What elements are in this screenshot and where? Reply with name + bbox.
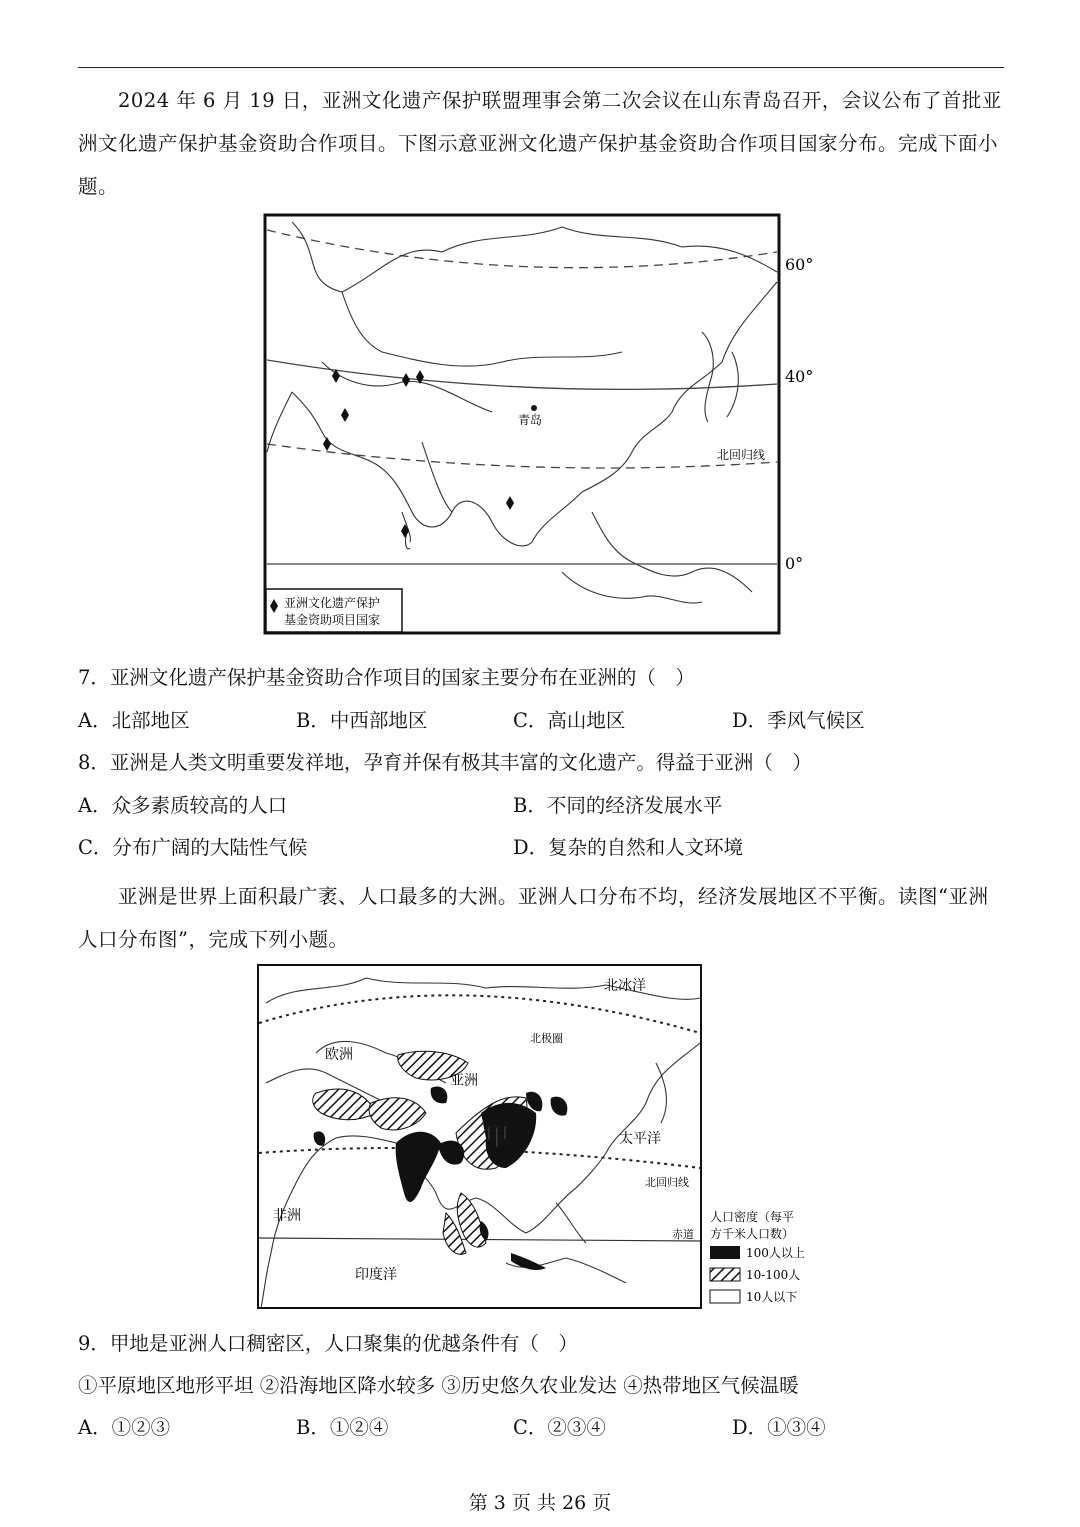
jia-label: 甲 bbox=[485, 1122, 509, 1151]
tropic-label-2: 北回归线 bbox=[645, 1176, 689, 1189]
legend-text-1: 亚洲文化遗产保护 bbox=[284, 596, 381, 610]
asia-heritage-map bbox=[262, 212, 842, 637]
question-9-stem: 9．甲地是亚洲人口稠密区，人口聚集的优越条件有（ ） bbox=[78, 1332, 578, 1355]
legend-swatch-high bbox=[710, 1246, 740, 1259]
q8-option-b[interactable]: B．不同的经济发展水平 bbox=[513, 794, 723, 817]
qingdao-label: 青岛 bbox=[518, 413, 543, 427]
q9-option-b[interactable]: B．①②④ bbox=[296, 1416, 389, 1439]
legend-text-2: 基金资助项目国家 bbox=[284, 613, 381, 627]
q8-option-d[interactable]: D．复杂的自然和人文环境 bbox=[513, 836, 744, 859]
legend2-title-1: 人口密度（每平 bbox=[710, 1210, 795, 1224]
question-9-choices: ①平原地区地形平坦 ②沿海地区降水较多 ③历史悠久农业发达 ④热带地区气候温暖 bbox=[78, 1374, 799, 1397]
page-footer: 第 3 页 共 26 页 bbox=[468, 1492, 612, 1514]
asia-population-map bbox=[256, 963, 826, 1313]
arctic-ocean-label: 北冰洋 bbox=[604, 978, 646, 994]
intro-text-2: 亚洲是世界上面积最广袤、人口最多的大洲。亚洲人口分布不均，经济发展地区不平衡。读图“亚洲人口分布图”，完成下列小题。 bbox=[78, 885, 989, 951]
legend-label-medium: 10-100人 bbox=[746, 1268, 801, 1282]
tropic-label: 北回归线 bbox=[717, 448, 766, 462]
q9-option-a[interactable]: A．①②③ bbox=[78, 1416, 171, 1439]
lat-60-label: 60° bbox=[785, 255, 814, 274]
q8-option-c[interactable]: C．分布广阔的大陆性气候 bbox=[78, 836, 308, 859]
intro-paragraph-2 bbox=[78, 875, 1004, 961]
qingdao-dot bbox=[531, 405, 537, 411]
legend-swatch-medium bbox=[710, 1268, 740, 1281]
q7-option-a[interactable]: A．北部地区 bbox=[78, 709, 190, 732]
asia-label: 亚洲 bbox=[450, 1073, 478, 1089]
q8-option-a[interactable]: A．众多素质较高的人口 bbox=[78, 794, 288, 817]
q9-option-d[interactable]: D．①③④ bbox=[732, 1416, 826, 1439]
lat-0-label: 0° bbox=[785, 554, 804, 573]
intro-text-1: 2024 年 6 月 19 日，亚洲文化遗产保护联盟理事会第二次会议在山东青岛召开，会议公布了首批亚洲文化遗产保护基金资助合作项目。下图示意亚洲文化遗产保护基金资助合作项目国家分布。完成下面小题。 bbox=[78, 89, 1002, 198]
europe-label: 欧洲 bbox=[325, 1047, 353, 1063]
question-7-stem: 7．亚洲文化遗产保护基金资助合作项目的国家主要分布在亚洲的（ ） bbox=[78, 666, 695, 689]
legend-swatch-low bbox=[710, 1290, 740, 1303]
q9-option-c[interactable]: C．②③④ bbox=[513, 1416, 606, 1439]
q7-option-d[interactable]: D．季风气候区 bbox=[732, 709, 865, 732]
legend2-title-2: 方千米人口数） bbox=[710, 1227, 795, 1241]
africa-label: 非洲 bbox=[273, 1208, 301, 1224]
arctic-circle-label: 北极圈 bbox=[530, 1032, 563, 1045]
header-rule bbox=[78, 67, 1004, 68]
equator-label: 赤道 bbox=[672, 1228, 694, 1241]
intro-paragraph-1 bbox=[78, 79, 1004, 208]
q7-option-b[interactable]: B．中西部地区 bbox=[296, 709, 428, 732]
legend-label-high: 100人以上 bbox=[746, 1246, 805, 1260]
legend-label-low: 10人以下 bbox=[746, 1290, 798, 1304]
indian-ocean-label: 印度洋 bbox=[355, 1267, 397, 1283]
pacific-label: 太平洋 bbox=[619, 1131, 661, 1147]
question-8-stem: 8．亚洲是人类文明重要发祥地，孕育并保有极其丰富的文化遗产。得益于亚洲（ ） bbox=[78, 751, 812, 774]
q7-option-c[interactable]: C．高山地区 bbox=[513, 709, 626, 732]
lat-40-label: 40° bbox=[785, 367, 814, 386]
